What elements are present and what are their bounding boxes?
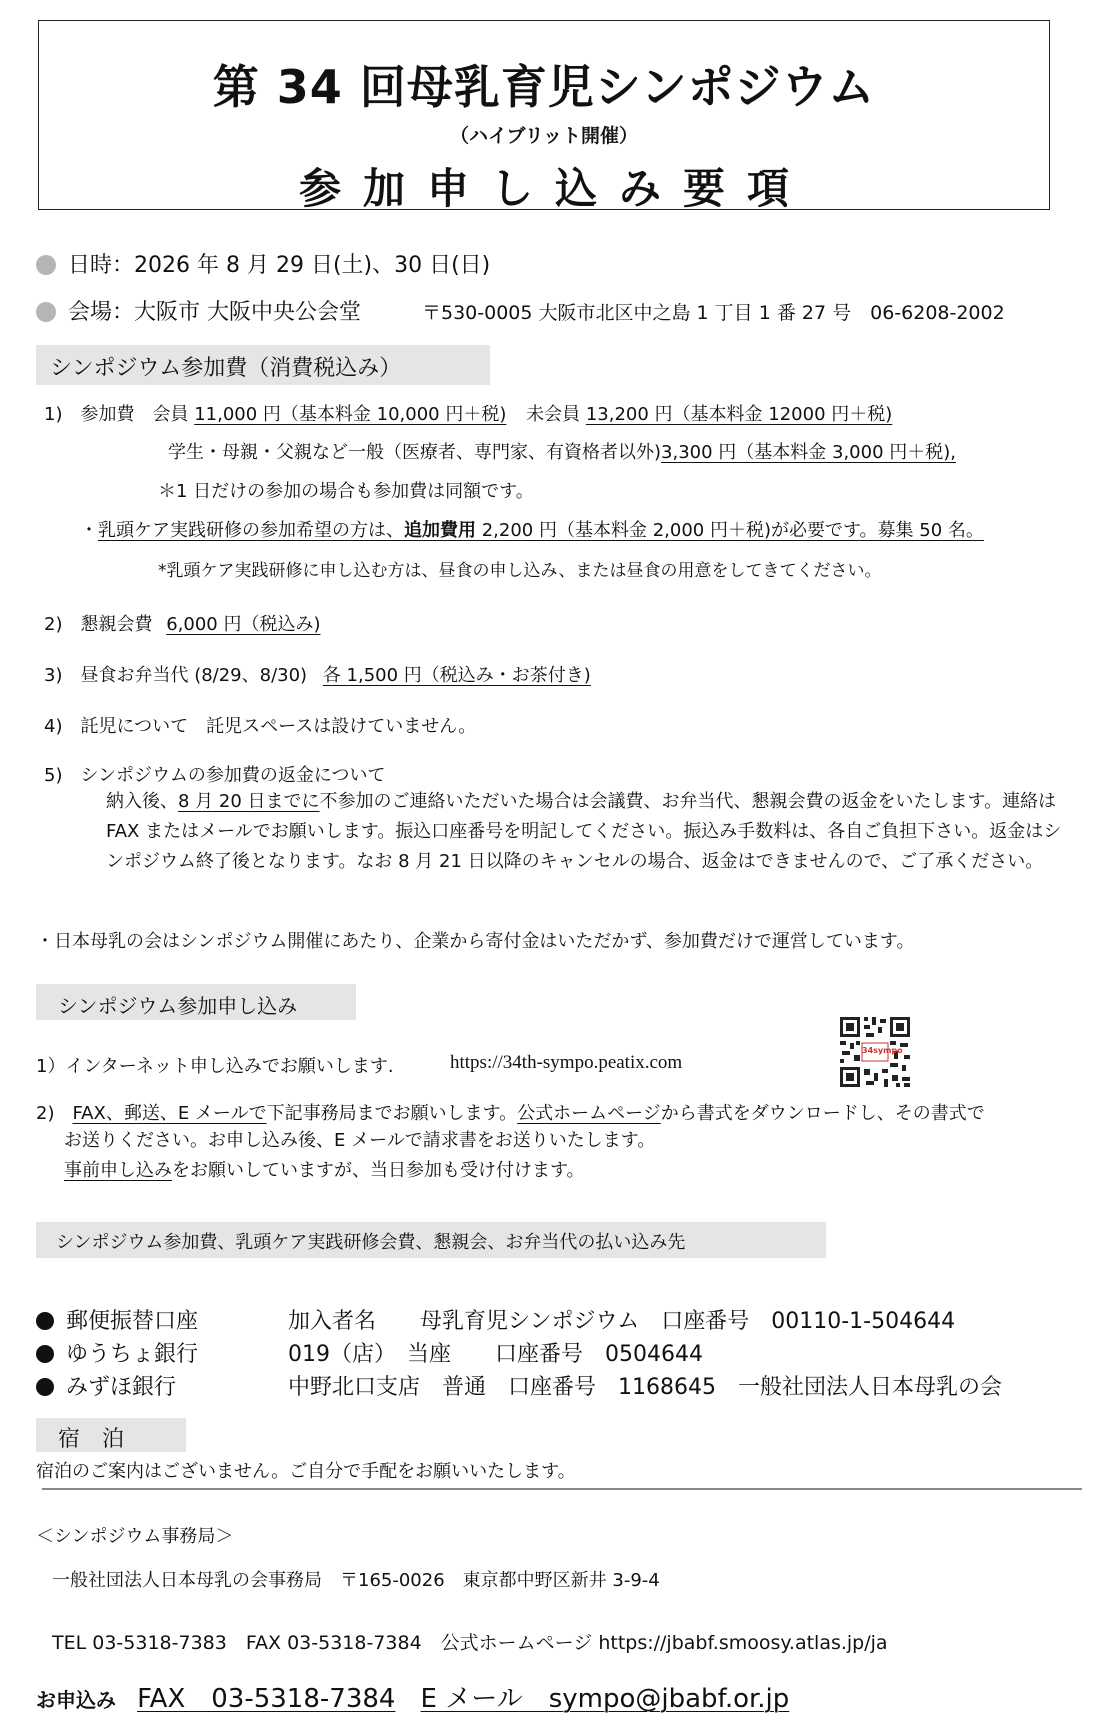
application-methods: FAX、郵送、E メールで bbox=[72, 1103, 267, 1124]
payment-row-name: ゆうちょ銀行 bbox=[66, 1342, 199, 1367]
lodging-text: 宿泊のご案内はございません。ご自分で手配をお願いいたします。 bbox=[36, 1461, 576, 1482]
fee-item-1 bbox=[44, 400, 892, 426]
apply-line bbox=[36, 1678, 789, 1715]
bullet-icon bbox=[36, 1345, 54, 1363]
bullet-icon bbox=[36, 1378, 54, 1396]
application-item-2 bbox=[36, 1099, 985, 1125]
application-item-2-line2: お送りください。お申し込み後、E メールで請求書をお送りいたします。 bbox=[64, 1130, 656, 1151]
nipple-care-b: 2,200 円（基本料金 2,000 円＋税)が必要です。募集 50 名。 bbox=[476, 520, 984, 541]
lodging-title: 宿 泊 bbox=[58, 1427, 125, 1452]
nipple-care-a: 乳頭ケア実践研修の参加希望の方は、 bbox=[98, 520, 404, 541]
divider bbox=[42, 1488, 1082, 1490]
fee-item-4: 4) 託児について 託児スペースは設けていません。 bbox=[44, 716, 477, 737]
fee-member: 11,000 円（基本料金 10,000 円＋税) bbox=[194, 404, 507, 425]
apply-label: お申込み bbox=[36, 1688, 116, 1712]
payment-row bbox=[36, 1304, 955, 1335]
apply-fax: FAX 03-5318-7384 bbox=[137, 1684, 396, 1714]
application-item-2-a: 下記事務局までお願いします。 bbox=[266, 1103, 518, 1124]
application-item-2-b: から書式をダウンロードし、その書式で bbox=[660, 1103, 985, 1124]
event-venue-text: 会場：大阪市 大阪中央公会堂 bbox=[68, 300, 361, 325]
bullet-icon bbox=[36, 1312, 54, 1330]
payment-row bbox=[36, 1370, 1002, 1401]
event-venue-address: 〒530-0005 大阪市北区中之島 1 丁目 1 番 27 号 06-6208-2002 bbox=[422, 302, 1005, 324]
fee-item-1-prefix: 1) 参加費 会員 bbox=[44, 404, 189, 425]
fees-section-title: シンポジウム参加費（消費税込み） bbox=[50, 356, 402, 381]
page-subtitle: （ハイブリット開催） bbox=[450, 125, 638, 147]
fee-item-2-prefix: 2) 懇親会費 bbox=[44, 614, 153, 635]
fee-item-3-prefix: 3) 昼食お弁当代 (8/29、8/30) bbox=[44, 665, 308, 686]
application-item-2-line3 bbox=[64, 1156, 585, 1182]
fee-nonmember: 13,200 円（基本料金 12000 円＋税) bbox=[585, 404, 893, 425]
bullet-icon bbox=[36, 302, 56, 322]
payment-row-detail: 加入者名 母乳育児シンポジウム 口座番号 00110-1-504644 bbox=[288, 1309, 956, 1334]
fee-item-3 bbox=[44, 661, 591, 687]
payment-section-title: シンポジウム参加費、乳頭ケア実践研修会費、懇親会、お弁当代の払い込み先 bbox=[56, 1232, 686, 1253]
refund-lead-a: 納入後、 bbox=[106, 791, 178, 812]
fee-general bbox=[168, 438, 956, 464]
title-box bbox=[38, 20, 1050, 213]
refund-body: 不参加のご連絡いただいた場合は会議費、お弁当代、懇親会費の返金をいたします。連絡は FAX またはメールでお願いします。振込口座番号を明記してください。振込み手数料は、各自ご負担下さい。返金はシンポジウム終了後となります。なお 8 月 21 日以降のキャンセルの場合、返金はできませんので、ご了承ください。 bbox=[106, 791, 1062, 872]
office-address: 一般社団法人日本母乳の会事務局 〒165-0026 東京都中野区新井 3-9-4 bbox=[52, 1570, 660, 1591]
funding-note: ・日本母乳の会はシンポジウム開催にあたり、企業から寄付金はいただかず、参加費だけで運営しています。 bbox=[36, 931, 915, 952]
qr-label: 34sympo bbox=[862, 1046, 903, 1055]
nipple-bullet: ・ bbox=[80, 520, 98, 541]
event-date bbox=[36, 248, 490, 279]
fee-general-value: 3,300 円（基本料金 3,000 円＋税), bbox=[661, 442, 956, 463]
fee-general-prefix: 学生・母親・父親など一般（医療者、専門家、有資格者以外) bbox=[168, 442, 662, 463]
application-section-title: シンポジウム参加申し込み bbox=[58, 994, 298, 1018]
payment-row-detail: 019（店） 当座 口座番号 0504644 bbox=[288, 1342, 703, 1367]
apply-email[interactable]: E メール sympo@jbabf.or.jp bbox=[420, 1684, 790, 1714]
office-title: ＜シンポジウム事務局＞ bbox=[36, 1526, 234, 1547]
nipple-care-line bbox=[80, 516, 984, 542]
fee-note: ＊1 日だけの参加の場合も参加費は同額です。 bbox=[158, 481, 534, 502]
page-title: 第 34 回母乳育児シンポジウム bbox=[212, 60, 876, 114]
nipple-care-bold: 追加費用 bbox=[404, 520, 476, 541]
fee-item-2-value: 6,000 円（税込み) bbox=[166, 614, 321, 635]
application-url[interactable]: https://34th-sympo.peatix.com bbox=[450, 1052, 683, 1073]
official-homepage-link[interactable]: 公式ホームページ bbox=[517, 1103, 661, 1124]
application-item-1: 1）インターネット申し込みでお願いします. bbox=[36, 1056, 394, 1077]
nipple-care-note: *乳頭ケア実践研修に申し込む方は、昼食の申し込み、または昼食の用意をしてきてください。 bbox=[158, 561, 882, 581]
fee-item-2 bbox=[44, 610, 321, 636]
office-contact: TEL 03-5318-7383 FAX 03-5318-7384 公式ホームページ https://jbabf.smoosy.atlas.jp/ja bbox=[52, 1632, 888, 1654]
page-heading: 参加申し込み要項 bbox=[298, 164, 811, 213]
payment-row-detail: 中野北口支店 普通 口座番号 1168645 一般社団法人日本母乳の会 bbox=[288, 1375, 1002, 1400]
nipple-care-text bbox=[98, 520, 984, 541]
payment-row-name: みずほ銀行 bbox=[66, 1375, 177, 1400]
fee-mid-label: 未会員 bbox=[526, 404, 581, 425]
application-item-2-prefix: 2) bbox=[36, 1103, 73, 1124]
event-date-text: 日時：2026 年 8 月 29 日(土)、30 日(日) bbox=[68, 253, 491, 278]
payment-row-name: 郵便振替口座 bbox=[66, 1309, 199, 1334]
fee-item-3-value: 各 1,500 円（税込み・お茶付き) bbox=[322, 665, 591, 686]
event-venue bbox=[36, 295, 361, 326]
payment-row bbox=[36, 1337, 703, 1368]
application-item-2-c: をお願いしていますが、当日参加も受け付けます。 bbox=[172, 1160, 585, 1181]
fee-item-5-title: 5) シンポジウムの参加費の返金について bbox=[44, 765, 386, 786]
refund-deadline: 8 月 20 日までに bbox=[178, 791, 320, 812]
bullet-icon bbox=[36, 255, 56, 275]
pre-registration: 事前申し込み bbox=[64, 1160, 172, 1181]
refund-paragraph bbox=[106, 787, 1064, 877]
